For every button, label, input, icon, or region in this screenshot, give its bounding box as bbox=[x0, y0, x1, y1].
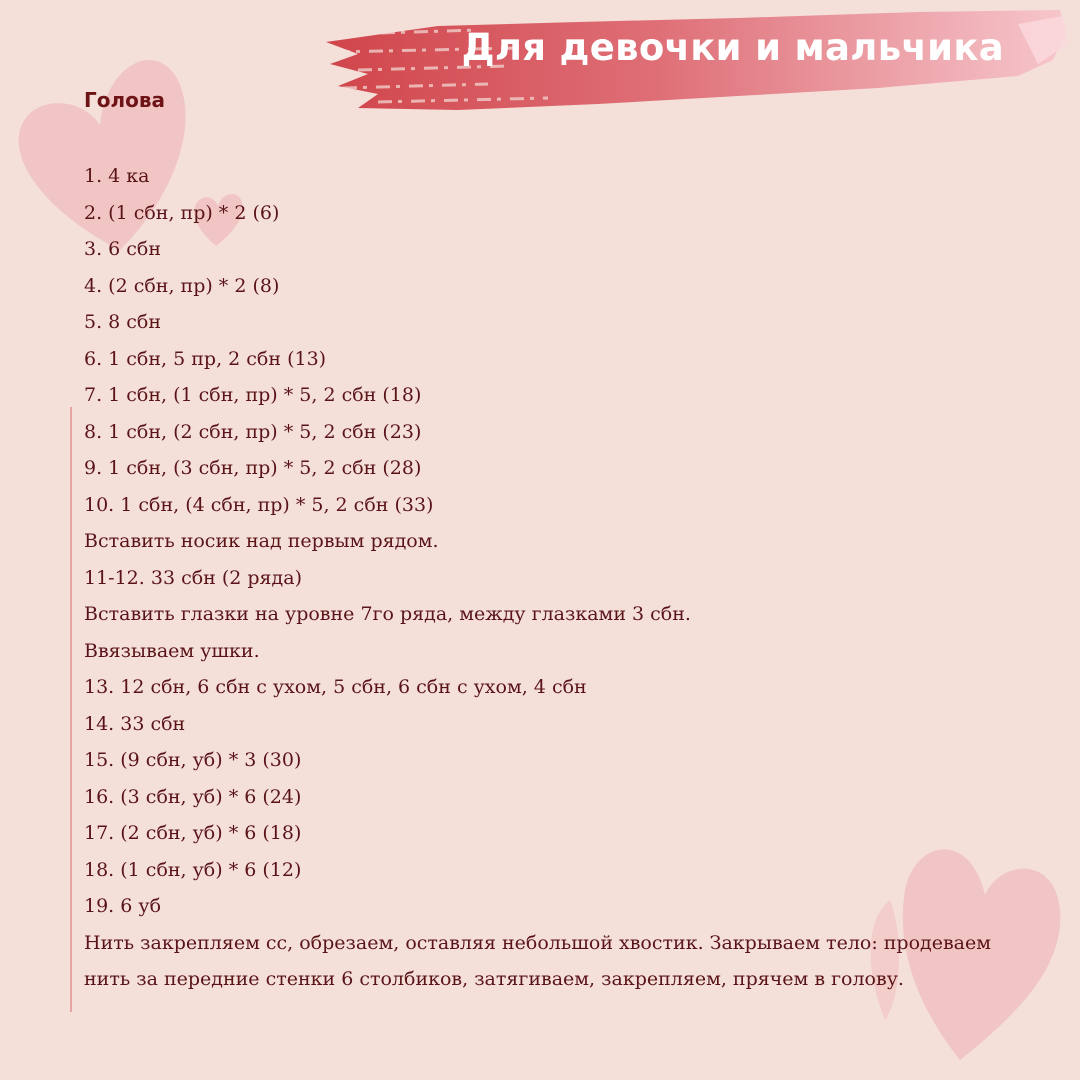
instruction-line: 1. 4 ка bbox=[84, 165, 150, 187]
instruction-line: 6. 1 сбн, 5 пр, 2 сбн (13) bbox=[84, 347, 327, 370]
instruction-line: 10. 1 сбн, (4 сбн, пр) * 5, 2 сбн (33) bbox=[84, 493, 434, 516]
instruction-paragraph: Нить закрепляем сс, обрезаем, оставляя небольшой хвостик. Закрываем тело: продеваем нить за передние стенки 6 столбиков, затягиваем, закрепляем, прячем в голову. bbox=[84, 931, 992, 990]
instruction-line: 11-12. 33 сбн (2 ряда) bbox=[84, 566, 302, 589]
instruction-line: 3. 6 сбн bbox=[84, 238, 162, 260]
vertical-divider-line bbox=[70, 407, 72, 1012]
pattern-instructions bbox=[84, 158, 1014, 998]
instruction-line: 9. 1 сбн, (3 сбн, пр) * 5, 2 сбн (28) bbox=[84, 457, 422, 479]
instruction-line: 4. (2 сбн, пр) * 2 (8) bbox=[84, 274, 280, 297]
instruction-line: 14. 33 сбн bbox=[84, 712, 186, 735]
instruction-line: 2. (1 сбн, пр) * 2 (6) bbox=[84, 201, 280, 224]
instruction-line: 13. 12 сбн, 6 сбн с ухом, 5 сбн, 6 сбн с ухом, 4 сбн bbox=[84, 676, 587, 698]
instruction-line: 7. 1 сбн, (1 сбн, пр) * 5, 2 сбн (18) bbox=[84, 384, 422, 406]
instruction-line: 17. (2 сбн, уб) * 6 (18) bbox=[84, 822, 302, 844]
section-title: Голова bbox=[84, 88, 166, 112]
instruction-line: Вставить носик над первым рядом. bbox=[84, 530, 439, 552]
instruction-line: Вставить глазки на уровне 7го ряда, между глазками 3 сбн. bbox=[84, 603, 691, 625]
instruction-line: 5. 8 сбн bbox=[84, 311, 162, 333]
instruction-line: 8. 1 сбн, (2 сбн, пр) * 5, 2 сбн (23) bbox=[84, 420, 422, 443]
instruction-line: 18. (1 сбн, уб) * 6 (12) bbox=[84, 858, 302, 881]
banner-title: Для девочки и мальчика bbox=[461, 26, 1004, 69]
instruction-line: 19. 6 уб bbox=[84, 895, 162, 917]
instruction-line: 16. (3 сбн, уб) * 6 (24) bbox=[84, 785, 302, 808]
instruction-line: Ввязываем ушки. bbox=[84, 639, 260, 662]
instruction-line: 15. (9 сбн, уб) * 3 (30) bbox=[84, 749, 302, 771]
